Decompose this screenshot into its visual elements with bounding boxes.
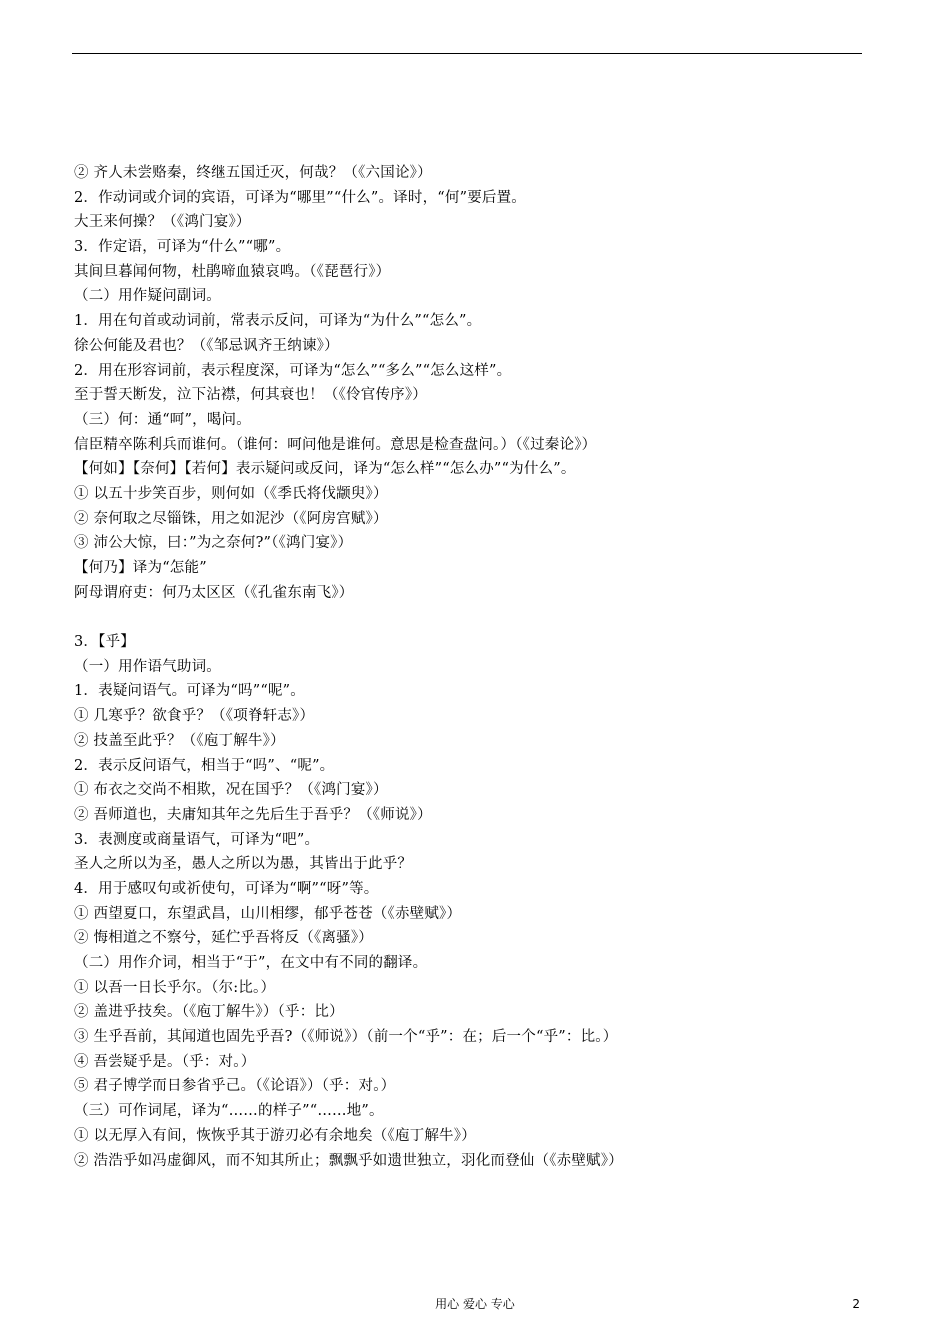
text-line: ② 盖进乎技矣。（《庖丁解牛》）（乎：比） [74, 1004, 344, 1021]
text-line: ② 浩浩乎如冯虚御风，而不知其所止；飘飘乎如遗世独立，羽化而登仙（《赤壁赋》） [74, 1152, 623, 1169]
text-line: 其间旦暮闻何物，杜鹃啼血猿哀鸣。（《琵琶行》） [74, 263, 391, 280]
text-line: ② 悔相道之不察兮，延伫乎吾将反（《离骚》） [74, 930, 374, 947]
text-line: （二）用作介词，相当于“于”，在文中有不同的翻译。 [74, 955, 428, 971]
text-line: 阿母谓府吏：何乃太区区（《孔雀东南飞》） [74, 584, 354, 601]
text-line: （一）用作语气助词。 [74, 658, 221, 675]
text-line: 徐公何能及君也？（《邹忌讽齐王纳谏》） [74, 337, 339, 354]
text-line: 2．作动词或介词的宾语，可译为“哪里”“什么”。译时，“何”要后置。 [74, 189, 526, 206]
text-line: 【何乃】译为“怎能” [74, 560, 207, 576]
text-line: 信臣精卒陈利兵而谁何。（谁何：呵问他是谁何。意思是检查盘问。）（《过秦论》） [74, 436, 597, 453]
document-body [74, 161, 874, 1173]
blank-line [74, 605, 874, 630]
text-line: 【何如】【奈何】【若何】表示疑问或反问，译为“怎么样”“怎么办”“为什么”。 [74, 461, 576, 478]
text-line: ② 技盖至此乎？（《庖丁解牛》） [74, 732, 285, 749]
text-line: ② 奈何取之尽锱铢，用之如泥沙（《阿房宫赋》） [74, 510, 388, 527]
text-line: ② 吾师道也，夫庸知其年之先后生于吾乎？（《师说》） [74, 806, 432, 823]
text-line: ③ 生乎吾前，其闻道也固先乎吾?（《师说》）（前一个“乎”：在；后一个“乎”：比。） [74, 1029, 618, 1046]
text-line: 3．【乎】 [74, 634, 135, 651]
text-line: 圣人之所以为圣，愚人之所以为愚，其皆出于此乎？ [74, 856, 413, 873]
text-line: ① 以五十步笑百步，则何如（《季氏将伐颛臾》） [74, 485, 388, 502]
text-line: ① 以吾一日长乎尔。（尔:比。） [74, 979, 276, 996]
text-line: ② 齐人未尝赂秦，终继五国迁灭，何哉？（《六国论》） [74, 165, 432, 181]
text-line: ① 布衣之交尚不相欺，况在国乎？（《鸿门宴》） [74, 782, 388, 799]
footer-motto: 用心 爱心 专心 [435, 1297, 515, 1311]
text-line: 4．用于感叹句或祈使句，可译为“啊”“呀”等。 [74, 880, 379, 897]
text-line: ① 几寒乎？欲食乎？（《项脊轩志》） [74, 708, 315, 725]
text-line: ① 西望夏口，东望武昌，山川相缪，郁乎苍苍（《赤壁赋》） [74, 905, 462, 922]
text-line: 3．表测度或商量语气，可译为“吧”。 [74, 831, 320, 848]
text-line: 1．表疑问语气。可译为“吗”“呢”。 [74, 683, 305, 700]
text-line: （二）用作疑问副词。 [74, 288, 221, 305]
text-line: 3．作定语，可译为“什么”“哪”。 [74, 239, 291, 256]
text-line: ⑤ 君子博学而日参省乎己。（《论语》）（乎：对。） [74, 1078, 396, 1095]
text-line: ③ 沛公大惊，曰：”为之奈何?”（《鸿门宴》） [74, 535, 353, 552]
text-line: （三）可作词尾，译为“……的样子”“……地”。 [74, 1103, 384, 1120]
text-line: 2．表示反问语气，相当于“吗”、“呢”。 [74, 757, 335, 774]
page-number: 2 [852, 1297, 860, 1311]
text-line: 1．用在句首或动词前，常表示反问，可译为“为什么”“怎么”。 [74, 313, 482, 330]
text-line: 2．用在形容词前，表示程度深，可译为“怎么”“多么”“怎么这样”。 [74, 362, 512, 379]
text-line: 大王来何操？（《鸿门宴》） [74, 214, 251, 231]
text-line: （三）何：通“呵”，喝问。 [74, 411, 251, 428]
text-line: ④ 吾尝疑乎是。（乎：对。） [74, 1053, 256, 1070]
text-line: 至于誓天断发，泣下沾襟，何其衰也！（《伶官传序》） [74, 387, 427, 404]
header-rule [72, 53, 862, 54]
text-line: ① 以无厚入有间，恢恢乎其于游刃必有余地矣（《庖丁解牛》） [74, 1127, 476, 1144]
